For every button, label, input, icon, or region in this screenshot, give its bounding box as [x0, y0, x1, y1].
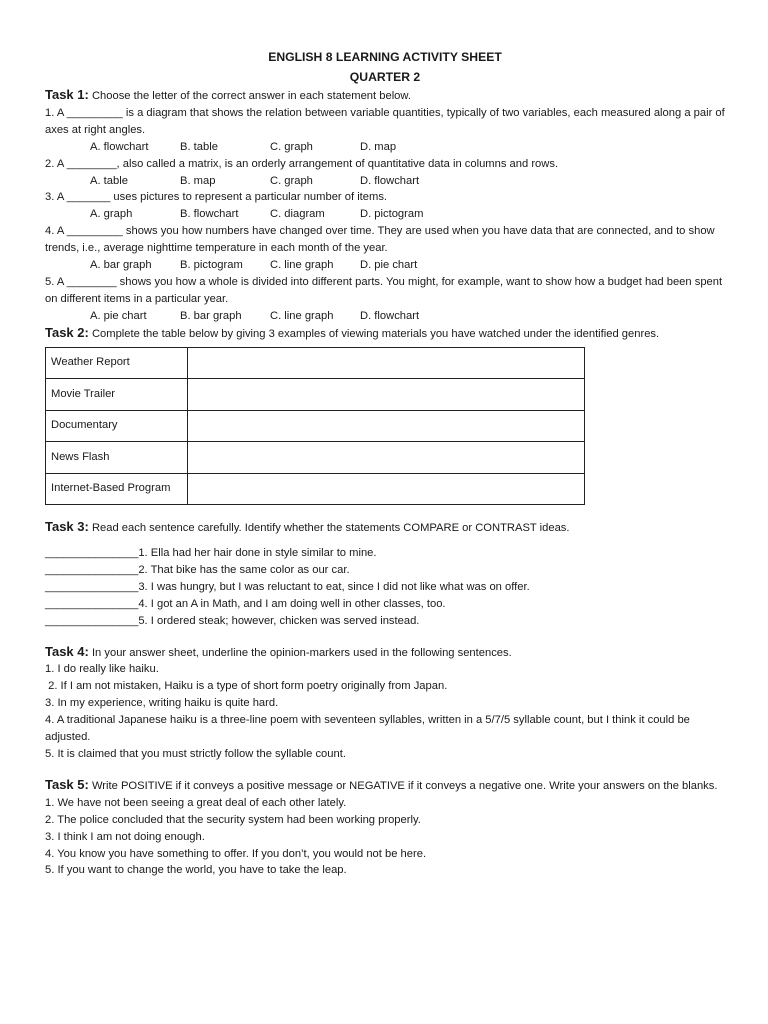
genre-label: Internet-Based Program: [46, 473, 188, 505]
list-item: _______________2. That bike has the same color as our car.: [45, 563, 350, 576]
list-item: _______________4. I got an A in Math, and I am doing well in other classes, too.: [45, 597, 446, 610]
choices-row: [45, 139, 725, 156]
genre-label: Weather Report: [46, 347, 188, 379]
list-item: 1. We have not been seeing a great deal of each other lately.: [45, 796, 347, 809]
task1-header: [45, 87, 725, 105]
task5-items: [45, 795, 725, 880]
task3-items: [45, 545, 725, 630]
question-text: 5. A ________ shows you how a whole is divided into different parts. You might, for example, want to show how a budget had been spent on different items in a particular year.: [45, 275, 723, 305]
choices-row: [45, 257, 725, 274]
list-item: 4. A traditional Japanese haiku is a three-line poem with seventeen syllables, written in a 5/7/5 syllable count, but I think it could be adjusted.: [45, 714, 690, 744]
task3-instruction: Read each sentence carefully. Identify whether the statements COMPARE or CONTRAST ideas.: [91, 522, 570, 535]
question-text: 2. A ________, also called a matrix, is an orderly arrangement of quantitative data in columns and rows.: [45, 157, 559, 170]
genre-label: News Flash: [46, 442, 188, 474]
list-item: _______________1. Ella had her hair done in style similar to mine.: [45, 547, 377, 559]
task5-instruction: Write POSITIVE if it conveys a positive message or NEGATIVE if it conveys a negative one. Write your answers on the blanks.: [91, 779, 718, 792]
table-row: [46, 410, 585, 442]
task3-header: [45, 519, 725, 537]
choice-option: B. bar graph: [180, 309, 242, 322]
question-text: 4. A _________ shows you how numbers have changed over time. They are used when you have data that are connected, and to show trends, i.e., average nighttime temperature in each month of the year.: [45, 225, 715, 255]
choice-option: D. flowchart: [360, 309, 420, 322]
task2-heading: Task 2:: [45, 324, 89, 340]
sheet-quarter: QUARTER 2: [349, 70, 421, 84]
question-text: 1. A _________ is a diagram that shows the relation between variable quantities, typically of two variables, each measured along a pair of axes at right angles.: [45, 106, 725, 136]
table-row: [46, 473, 585, 505]
question-text: 3. A _______ uses pictures to represent a particular number of items.: [45, 191, 388, 204]
choice-option: A. flowchart: [90, 140, 149, 153]
table-row: [46, 442, 585, 474]
choice-option: C. line graph: [270, 259, 334, 272]
task4-heading: Task 4:: [45, 643, 89, 659]
task5-heading: Task 5:: [45, 776, 89, 792]
choices-row: [45, 308, 725, 325]
choice-option: C. graph: [270, 140, 313, 153]
list-item: 1. I do really like haiku.: [45, 663, 159, 676]
choice-option: B. flowchart: [180, 208, 239, 221]
task5-header: [45, 777, 725, 795]
sheet-title: ENGLISH 8 LEARNING ACTIVITY SHEET: [268, 50, 502, 64]
choice-option: A. graph: [90, 208, 133, 221]
choice-option: D. pictogram: [360, 208, 424, 221]
answer-cell[interactable]: [188, 379, 585, 411]
answer-cell[interactable]: [188, 442, 585, 474]
task4-instruction: In your answer sheet, underline the opinion-markers used in the following sentences.: [91, 646, 512, 659]
task2-header: [45, 325, 725, 343]
table-row: [46, 347, 585, 379]
genres-table: [45, 347, 585, 506]
choice-option: B. pictogram: [180, 259, 243, 272]
task1-items: [45, 105, 725, 325]
task4-header: [45, 644, 725, 662]
list-item: _______________5. I ordered steak; however, chicken was served instead.: [45, 614, 420, 627]
table-row: [46, 379, 585, 411]
list-item: 2. If I am not mistaken, Haiku is a type of short form poetry originally from Japan.: [45, 680, 448, 693]
choice-option: C. line graph: [270, 309, 334, 322]
list-item: 5. It is claimed that you must strictly follow the syllable count.: [45, 747, 346, 760]
genre-label: Movie Trailer: [46, 379, 188, 411]
choice-option: C. graph: [270, 174, 313, 187]
list-item: 4. You know you have something to offer. If you don’t, you would not be here.: [45, 847, 427, 860]
choice-option: A. bar graph: [90, 259, 152, 272]
choices-row: [45, 173, 725, 190]
list-item: 3. In my experience, writing haiku is quite hard.: [45, 697, 279, 710]
task1-heading: Task 1:: [45, 87, 89, 102]
task4-items: [45, 661, 725, 762]
answer-cell[interactable]: [188, 347, 585, 379]
task1-instruction: Choose the letter of the correct answer in each statement below.: [91, 90, 411, 102]
answer-cell[interactable]: [188, 410, 585, 442]
activity-sheet: [45, 47, 725, 879]
choice-option: D. map: [360, 140, 397, 153]
list-item: 2. The police concluded that the security system had been working properly.: [45, 813, 421, 826]
choice-option: B. map: [180, 174, 216, 187]
choice-option: A. pie chart: [90, 309, 147, 322]
choice-option: D. pie chart: [360, 259, 418, 272]
choice-option: A. table: [90, 174, 128, 187]
list-item: _______________3. I was hungry, but I was reluctant to eat, since I did not like what was on offer.: [45, 580, 530, 593]
genre-label: Documentary: [46, 410, 188, 442]
task3-heading: Task 3:: [45, 519, 89, 535]
list-item: 5. If you want to change the world, you have to take the leap.: [45, 864, 347, 877]
choice-option: B. table: [180, 140, 218, 153]
choices-row: [45, 206, 725, 223]
answer-cell[interactable]: [188, 473, 585, 505]
list-item: 3. I think I am not doing enough.: [45, 830, 205, 843]
choice-option: D. flowchart: [360, 174, 420, 187]
task2-instruction: Complete the table below by giving 3 examples of viewing materials you have watched under the identified genres.: [91, 327, 660, 340]
choice-option: C. diagram: [270, 208, 325, 221]
